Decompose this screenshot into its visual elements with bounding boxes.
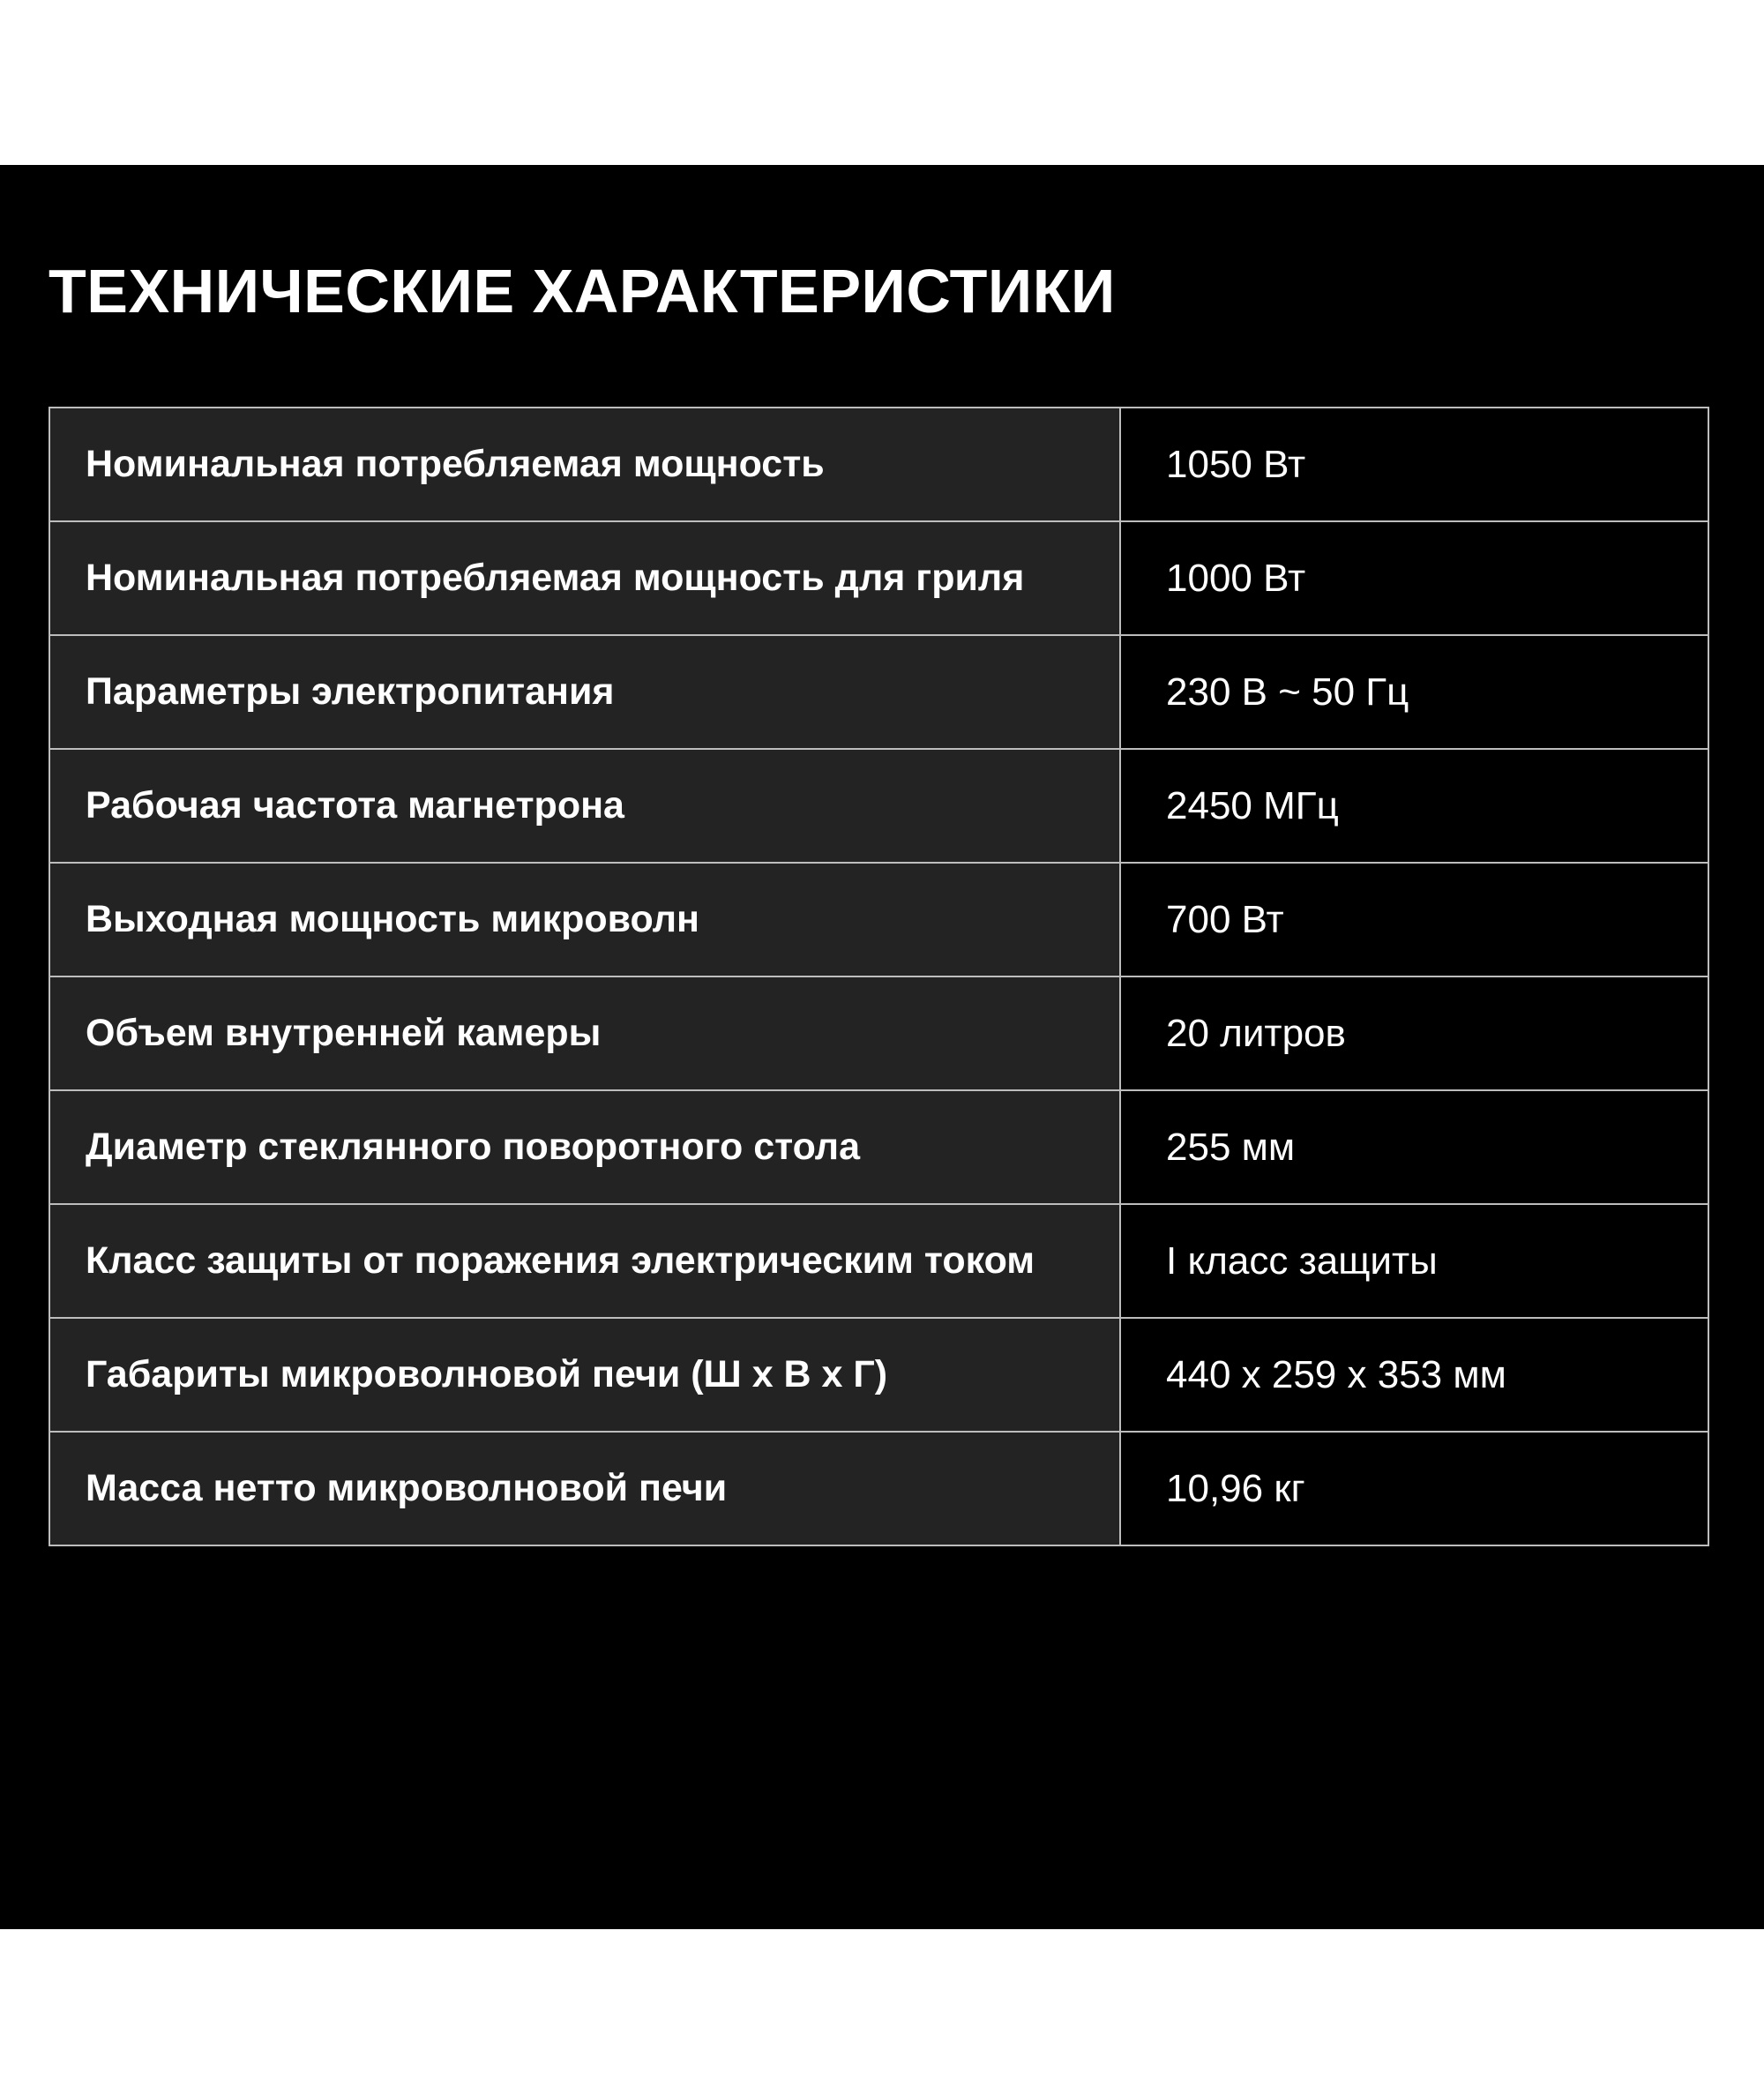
spec-value: 440 х 259 х 353 мм [1120,1318,1708,1432]
spec-value: 20 литров [1120,976,1708,1090]
table-row [49,521,1708,635]
table-row [49,1090,1708,1204]
page-title: ТЕХНИЧЕСКИЕ ХАРАКТЕРИСТИКИ [49,257,1116,325]
table-row [49,1204,1708,1318]
spec-value: 255 мм [1120,1090,1708,1204]
table-row [49,1432,1708,1545]
spec-value: 230 В ~ 50 Гц [1120,635,1708,749]
table-row [49,749,1708,863]
spec-label: Диаметр стеклянного поворотного стола [49,1090,1120,1204]
spec-label: Номинальная потребляемая мощность для гриля [49,521,1120,635]
spec-label: Параметры электропитания [49,635,1120,749]
spec-label: Габариты микроволновой печи (Ш х В х Г) [49,1318,1120,1432]
spec-label: Номинальная потребляемая мощность [49,408,1120,521]
table-row [49,976,1708,1090]
spec-value: 10,96 кг [1120,1432,1708,1545]
table-row [49,408,1708,521]
specs-table [49,407,1709,1546]
spec-label: Выходная мощность микроволн [49,863,1120,976]
spec-value: 2450 МГц [1120,749,1708,863]
spec-value: 700 Вт [1120,863,1708,976]
table-row [49,635,1708,749]
spec-value: I класс защиты [1120,1204,1708,1318]
table-row [49,863,1708,976]
spec-label: Класс защиты от поражения электрическим током [49,1204,1120,1318]
spec-label: Рабочая частота магнетрона [49,749,1120,863]
spec-label: Масса нетто микроволновой печи [49,1432,1120,1545]
table-row [49,1318,1708,1432]
spec-label: Объем внутренней камеры [49,976,1120,1090]
spec-value: 1050 Вт [1120,408,1708,521]
spec-value: 1000 Вт [1120,521,1708,635]
